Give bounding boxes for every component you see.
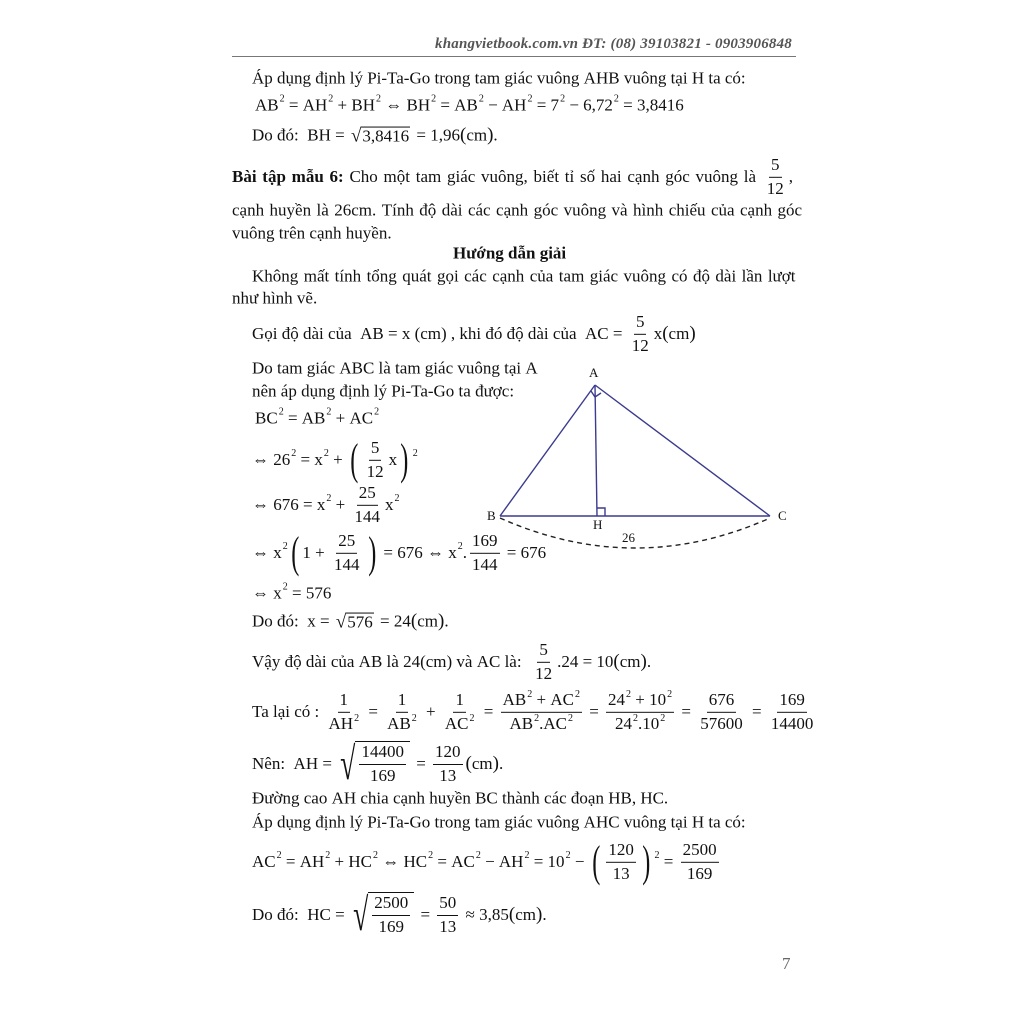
math-text: ⇔ x bbox=[252, 542, 282, 562]
superscript: 2 bbox=[326, 406, 332, 418]
math-text: ⇔ x bbox=[252, 583, 282, 603]
superscript: 2 bbox=[354, 712, 360, 724]
superscript: 2 bbox=[276, 849, 282, 861]
math-text: 169 bbox=[378, 917, 404, 936]
superscript: 2 bbox=[411, 712, 417, 724]
superscript: 2 bbox=[278, 406, 284, 418]
math-text: AH bbox=[328, 713, 354, 733]
math-text: , bbox=[788, 166, 794, 186]
bold-text: Hướng dẫn giải bbox=[453, 243, 567, 263]
right-angle-mark-a bbox=[591, 391, 601, 397]
math-text: Vậy độ dài của AB là 24(cm) và AC là: bbox=[252, 651, 531, 671]
math-text: nên áp dụng định lý Pi-Ta-Go ta được: bbox=[252, 381, 515, 401]
math-text: 24 bbox=[614, 713, 632, 733]
math-text: = AC bbox=[433, 851, 475, 871]
math-text: cm bbox=[619, 651, 641, 671]
math-text: 5 bbox=[370, 437, 380, 457]
superscript: 2 bbox=[475, 849, 481, 861]
math-text: = bbox=[677, 701, 696, 721]
math-text: AB bbox=[502, 689, 527, 709]
math-text: BC bbox=[255, 408, 278, 428]
superscript: 2 bbox=[279, 93, 285, 105]
math-text: = AH bbox=[281, 851, 325, 871]
math-text: = 576 bbox=[287, 583, 332, 603]
superscript: 2 bbox=[527, 93, 533, 105]
math-text: 12 bbox=[535, 663, 553, 683]
left-paren: ( bbox=[662, 322, 669, 344]
math-text: + HC bbox=[330, 851, 372, 871]
math-text: = bbox=[364, 701, 383, 721]
math-text: 1 bbox=[455, 689, 464, 709]
math-text: 12 bbox=[766, 178, 784, 198]
superscript: 2 bbox=[323, 447, 329, 459]
math-text: 25 bbox=[338, 530, 356, 550]
math-text: = bbox=[747, 701, 766, 721]
right-paren: ) bbox=[437, 610, 445, 632]
math-text: Gọi độ dài của AB = x (cm) , khi đó độ dài của AC = bbox=[252, 323, 627, 343]
math-text: 120 bbox=[608, 839, 634, 859]
math-text: 120 bbox=[435, 741, 461, 761]
superscript: 2 bbox=[534, 712, 540, 724]
math-text: ≈ 3,85 bbox=[461, 904, 509, 924]
math-text: cm bbox=[471, 753, 493, 773]
superscript: 2 bbox=[527, 688, 533, 700]
math-text: + BH bbox=[333, 95, 375, 115]
math-text: − bbox=[570, 851, 589, 871]
superscript: 2 bbox=[457, 540, 463, 552]
math-text: = 1,96 bbox=[412, 125, 460, 145]
math-text: x bbox=[384, 494, 394, 514]
math-text: = bbox=[659, 851, 678, 871]
math-text: 169 bbox=[779, 689, 805, 709]
vertex-label-h: H bbox=[593, 517, 603, 532]
math-text: vuông trên cạnh huyền. bbox=[232, 223, 392, 243]
math-text: 169 bbox=[472, 530, 498, 550]
math-text: 1 + bbox=[302, 542, 329, 562]
superscript: 2 bbox=[431, 93, 437, 105]
right-paren: ) bbox=[487, 124, 494, 146]
math-text: 2500 bbox=[374, 893, 409, 913]
math-text: 2500 bbox=[682, 839, 717, 859]
math-text: 576 bbox=[347, 612, 373, 632]
math-text: AC bbox=[252, 851, 276, 871]
math-text: = 24 bbox=[375, 611, 411, 631]
math-text: = bbox=[584, 701, 604, 721]
superscript: 2 bbox=[632, 712, 638, 724]
math-text: . bbox=[462, 542, 467, 562]
superscript: 2 bbox=[469, 712, 475, 724]
math-text: . bbox=[498, 753, 504, 773]
math-text: = 10 bbox=[529, 851, 565, 871]
math-text: 12 bbox=[631, 335, 649, 355]
radical-sign: √ bbox=[335, 611, 347, 633]
math-text: .AC bbox=[539, 713, 568, 733]
superscript: 2 bbox=[524, 849, 530, 861]
superscript: 2 bbox=[478, 93, 484, 105]
math-text: 12 bbox=[366, 461, 384, 481]
math-text: = bbox=[416, 904, 435, 924]
math-text: 3,8416 bbox=[362, 126, 410, 146]
math-text: ⇔ 676 = x bbox=[252, 494, 326, 514]
math-text: AB bbox=[255, 95, 279, 115]
math-text: 676 bbox=[708, 689, 735, 709]
math-text: . bbox=[493, 125, 498, 145]
math-text: ⇔ 26 bbox=[252, 449, 291, 469]
math-text: Nên: AH = bbox=[252, 753, 337, 773]
math-text: = 676 bbox=[502, 542, 547, 562]
radical-sign: √ bbox=[340, 738, 356, 789]
superscript: 2 bbox=[574, 688, 580, 700]
math-text: − 6,72 bbox=[565, 95, 613, 115]
superscript: 2 bbox=[667, 688, 673, 700]
math-text: ⇔ HC bbox=[377, 851, 428, 871]
math-text: 5 bbox=[771, 154, 780, 174]
math-text: = bbox=[411, 753, 431, 773]
vertex-label-a: A bbox=[589, 365, 599, 380]
left-paren: ( bbox=[591, 836, 601, 886]
superscript: 2 bbox=[565, 849, 571, 861]
math-text: + bbox=[421, 701, 440, 721]
superscript: 2 bbox=[560, 93, 566, 105]
math-text: Không mất tính tổng quát gọi các cạnh của tam giác vuông có độ dài lần lượt bbox=[252, 266, 796, 286]
length-arc bbox=[500, 518, 770, 548]
math-text: = 3,8416 bbox=[618, 95, 684, 115]
math-text: − AH bbox=[480, 851, 524, 871]
math-text: 14400 bbox=[770, 713, 814, 733]
math-text: 25 bbox=[358, 482, 376, 502]
right-paren: ) bbox=[689, 322, 696, 344]
math-text: Do đó: x = bbox=[252, 611, 334, 631]
math-text: cm bbox=[417, 611, 438, 631]
math-text: Đường cao AH chia cạnh huyền BC thành các đoạn HB, HC. bbox=[252, 788, 669, 808]
left-paren: ( bbox=[459, 124, 467, 146]
math-text: ⇔ BH bbox=[380, 95, 431, 115]
math-text: 1 bbox=[397, 689, 407, 709]
superscript: 2 bbox=[428, 849, 434, 861]
math-text: 24 bbox=[608, 689, 626, 709]
math-text: 57600 bbox=[700, 713, 743, 733]
radical-sign: √ bbox=[350, 125, 362, 147]
page-header: khangvietbook.com.vn ĐT: (08) 39103821 - 0903906848 bbox=[435, 36, 792, 52]
math-text: 14400 bbox=[361, 742, 404, 762]
math-text: 144 bbox=[334, 554, 360, 574]
superscript: 2 bbox=[282, 581, 288, 593]
math-text: .24 = 10 bbox=[557, 651, 614, 671]
math-text: Áp dụng định lý Pi-Ta-Go trong tam giác vuông AHC vuông tại H ta có: bbox=[252, 812, 746, 832]
math-text: 144 bbox=[354, 506, 380, 526]
math-text: Ta lại có : bbox=[252, 701, 324, 721]
math-text: − AH bbox=[483, 95, 527, 115]
math-text: + bbox=[328, 449, 347, 469]
math-text: x bbox=[653, 323, 663, 343]
superscript: 2 bbox=[613, 93, 619, 105]
math-text: Do đó: HC = bbox=[252, 904, 349, 924]
superscript: 2 bbox=[375, 93, 381, 105]
math-text: = 7 bbox=[532, 95, 560, 115]
superscript: 2 bbox=[291, 447, 297, 459]
radical-sign: √ bbox=[353, 889, 369, 940]
superscript: 2 bbox=[654, 849, 660, 861]
math-text: = bbox=[479, 701, 498, 721]
math-text: + AC bbox=[331, 408, 374, 428]
right-paren: ) bbox=[642, 836, 651, 886]
math-text: 169 bbox=[686, 863, 713, 883]
math-text: 5 bbox=[635, 311, 645, 331]
math-text: . bbox=[542, 904, 547, 924]
math-text: + bbox=[331, 494, 350, 514]
math-text: Cho một tam giác vuông, biết tỉ số hai cạnh góc vuông là bbox=[343, 166, 762, 186]
superscript: 2 bbox=[626, 688, 632, 700]
math-text: = 676 ⇔ x bbox=[379, 542, 457, 562]
math-text: cm bbox=[515, 904, 536, 924]
math-text: . bbox=[646, 651, 652, 671]
right-angle-mark-h bbox=[597, 508, 605, 516]
math-text: = AB bbox=[283, 408, 326, 428]
math-text: AB bbox=[509, 713, 534, 733]
right-paren: ) bbox=[536, 903, 543, 925]
left-paren: ( bbox=[350, 434, 359, 484]
superscript: 2 bbox=[412, 447, 418, 459]
math-text: x bbox=[388, 449, 398, 469]
math-text: như hình vẽ. bbox=[232, 288, 318, 308]
math-text: AC bbox=[444, 713, 469, 733]
math-text: 13 bbox=[439, 916, 457, 936]
math-text: cm bbox=[668, 323, 690, 343]
superscript: 2 bbox=[326, 492, 332, 504]
math-text: 144 bbox=[472, 554, 498, 574]
superscript: 2 bbox=[328, 93, 334, 105]
math-text: Áp dụng định lý Pi-Ta-Go trong tam giác vuông AHB vuông tại H ta có: bbox=[252, 68, 746, 88]
math-text: Do đó: BH = bbox=[252, 125, 349, 145]
left-paren: ( bbox=[613, 650, 620, 672]
math-text: 169 bbox=[369, 766, 396, 785]
left-paren: ( bbox=[508, 903, 516, 925]
superscript: 2 bbox=[282, 540, 288, 552]
math-text: = AB bbox=[436, 95, 478, 115]
math-text: 1 bbox=[339, 689, 349, 709]
left-paren: ( bbox=[465, 752, 472, 774]
math-text: + AC bbox=[532, 689, 574, 709]
left-paren: ( bbox=[291, 527, 300, 577]
altitude-ah bbox=[595, 385, 597, 516]
superscript: 2 bbox=[374, 406, 380, 418]
right-paren: ) bbox=[640, 650, 647, 672]
math-text: = x bbox=[296, 449, 323, 469]
superscript: 2 bbox=[325, 849, 331, 861]
superscript: 2 bbox=[394, 492, 400, 504]
length-label: 26 bbox=[622, 530, 635, 545]
right-paren: ) bbox=[367, 527, 376, 577]
math-text: . bbox=[444, 611, 449, 631]
superscript: 2 bbox=[568, 712, 574, 724]
math-text: 13 bbox=[439, 765, 457, 785]
bold-text: Bài tập mẫu 6: bbox=[232, 166, 344, 186]
math-text: cạnh huyền là 26cm. Tính độ dài các cạnh góc vuông và hình chiếu của cạnh góc bbox=[232, 200, 803, 220]
side-ab bbox=[500, 385, 595, 516]
math-text: cm bbox=[466, 125, 488, 145]
math-text: 13 bbox=[612, 863, 630, 883]
vertex-label-c: C bbox=[778, 508, 787, 523]
right-paren: ) bbox=[400, 434, 409, 484]
side-ac bbox=[595, 385, 770, 516]
vertex-label-b: B bbox=[487, 508, 496, 523]
superscript: 2 bbox=[660, 712, 666, 724]
right-paren: ) bbox=[492, 752, 499, 774]
math-text: AB bbox=[387, 713, 411, 733]
math-text: + 10 bbox=[631, 689, 667, 709]
math-text: 5 bbox=[539, 639, 548, 659]
math-text: = AH bbox=[284, 95, 328, 115]
left-paren: ( bbox=[410, 610, 418, 632]
page-number: 7 bbox=[782, 954, 791, 973]
math-text: .10 bbox=[637, 713, 660, 733]
math-text: 50 bbox=[439, 892, 457, 912]
math-text: Do tam giác ABC là tam giác vuông tại A bbox=[252, 358, 538, 378]
superscript: 2 bbox=[372, 849, 378, 861]
